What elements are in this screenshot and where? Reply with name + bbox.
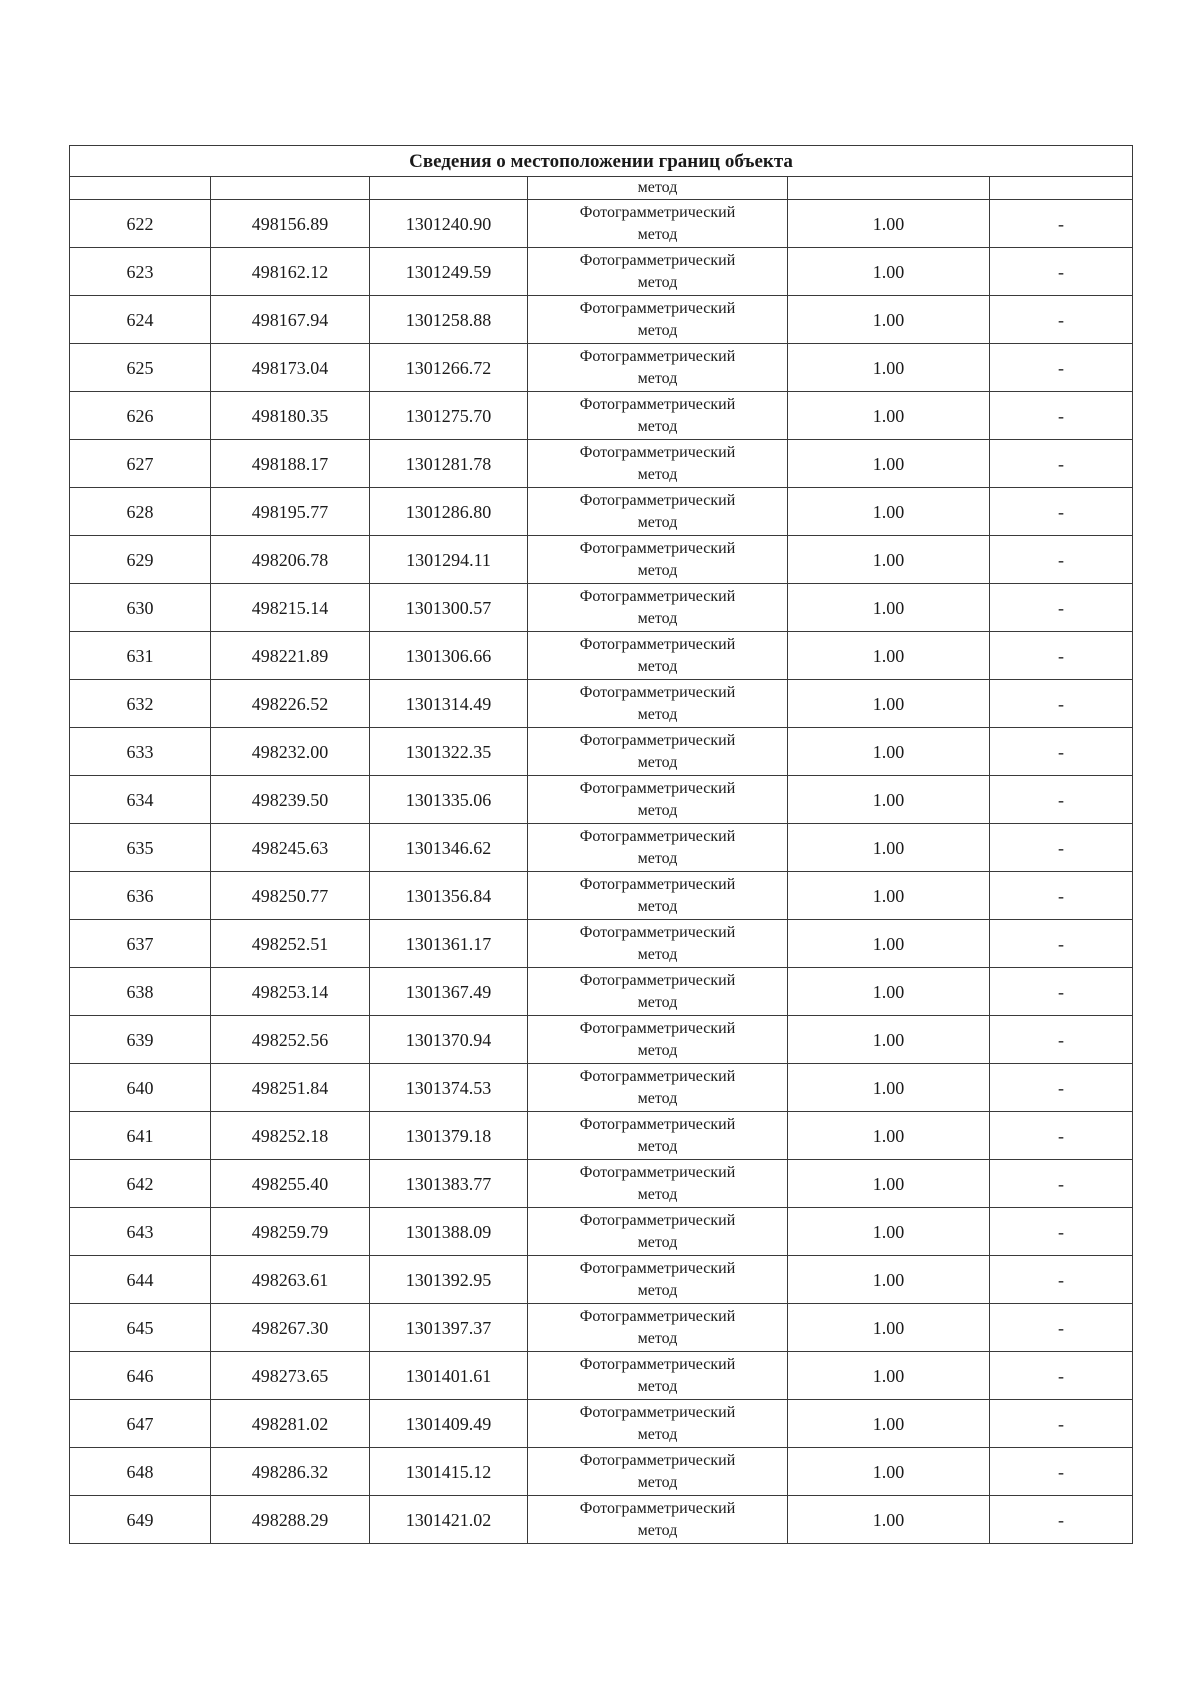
accuracy-cell: 1.00 [788,776,990,824]
method-line-2: метод [637,1089,678,1107]
method-cell [528,872,788,920]
point-number-cell: 634 [70,776,211,824]
x-coordinate-cell: 498286.32 [211,1448,370,1496]
accuracy-cell: 1.00 [788,1160,990,1208]
table-row [70,776,1133,824]
continuation-row [70,177,1133,200]
method-line-1: Фотограмметрический [579,1355,736,1373]
table-row [70,1016,1133,1064]
accuracy-cell: 1.00 [788,440,990,488]
point-number-cell: 642 [70,1160,211,1208]
x-coordinate-cell: 498221.89 [211,632,370,680]
accuracy-cell: 1.00 [788,1208,990,1256]
method-line-2: метод [637,1041,678,1059]
note-cell: - [990,1256,1133,1304]
method-line-1: Фотограмметрический [579,443,736,461]
y-coordinate-cell: 1301240.90 [370,200,528,248]
x-coordinate-cell: 498253.14 [211,968,370,1016]
method-line-1: Фотограмметрический [579,1211,736,1229]
method-cell [528,968,788,1016]
note-cell: - [990,632,1133,680]
note-cell: - [990,920,1133,968]
y-coordinate-cell: 1301306.66 [370,632,528,680]
y-coordinate-cell: 1301314.49 [370,680,528,728]
table-row [70,584,1133,632]
y-coordinate-cell: 1301300.57 [370,584,528,632]
method-line-1: Фотограмметрический [579,1067,736,1085]
note-cell: - [990,1352,1133,1400]
method-cell [528,1496,788,1544]
method-line-2: метод [637,993,678,1011]
x-coordinate-cell: 498226.52 [211,680,370,728]
table-row [70,1064,1133,1112]
method-line-1: Фотограмметрический [579,491,736,509]
method-line-1: Фотограмметрический [579,923,736,941]
method-line-2: метод [637,1473,678,1491]
table-row [70,968,1133,1016]
point-number-cell: 622 [70,200,211,248]
accuracy-cell: 1.00 [788,536,990,584]
method-line-2: метод [637,417,678,435]
x-coordinate-cell: 498195.77 [211,488,370,536]
method-line-2: метод [637,225,678,243]
table-row [70,200,1133,248]
method-cell [528,392,788,440]
accuracy-cell: 1.00 [788,392,990,440]
method-line-1: Фотограмметрический [579,875,736,893]
note-cell: - [990,728,1133,776]
method-line-2: метод [637,1233,678,1251]
table-row [70,440,1133,488]
method-line-2: метод [637,753,678,771]
cont-cell-accuracy [788,177,990,200]
method-cell [528,1064,788,1112]
note-cell: - [990,392,1133,440]
y-coordinate-cell: 1301383.77 [370,1160,528,1208]
method-line-2: метод [637,849,678,867]
accuracy-cell: 1.00 [788,968,990,1016]
method-line-1: Фотограмметрический [579,1307,736,1325]
method-cell [528,632,788,680]
point-number-cell: 649 [70,1496,211,1544]
method-line-2: метод [637,273,678,291]
x-coordinate-cell: 498252.18 [211,1112,370,1160]
y-coordinate-cell: 1301388.09 [370,1208,528,1256]
y-coordinate-cell: 1301370.94 [370,1016,528,1064]
method-line-1: Фотограмметрический [579,1499,736,1517]
table-row [70,392,1133,440]
x-coordinate-cell: 498250.77 [211,872,370,920]
accuracy-cell: 1.00 [788,584,990,632]
note-cell: - [990,872,1133,920]
method-cell [528,584,788,632]
cont-cell-x [211,177,370,200]
method-line-2: метод [637,1377,678,1395]
point-number-cell: 630 [70,584,211,632]
point-number-cell: 638 [70,968,211,1016]
table-row [70,1112,1133,1160]
table-row [70,1448,1133,1496]
y-coordinate-cell: 1301286.80 [370,488,528,536]
method-line-1: Фотограмметрический [579,587,736,605]
method-cell [528,1304,788,1352]
x-coordinate-cell: 498281.02 [211,1400,370,1448]
y-coordinate-cell: 1301367.49 [370,968,528,1016]
method-line-2: метод [637,1185,678,1203]
accuracy-cell: 1.00 [788,200,990,248]
y-coordinate-cell: 1301294.11 [370,536,528,584]
note-cell: - [990,1064,1133,1112]
accuracy-cell: 1.00 [788,680,990,728]
point-number-cell: 635 [70,824,211,872]
method-line-2: метод [637,609,678,627]
table-row [70,632,1133,680]
method-line-1: Фотограмметрический [579,731,736,749]
point-number-cell: 637 [70,920,211,968]
y-coordinate-cell: 1301266.72 [370,344,528,392]
note-cell: - [990,536,1133,584]
x-coordinate-cell: 498167.94 [211,296,370,344]
method-line-1: Фотограмметрический [579,1403,736,1421]
x-coordinate-cell: 498156.89 [211,200,370,248]
point-number-cell: 641 [70,1112,211,1160]
method-line-1: Фотограмметрический [579,395,736,413]
y-coordinate-cell: 1301322.35 [370,728,528,776]
note-cell: - [990,1112,1133,1160]
accuracy-cell: 1.00 [788,1352,990,1400]
point-number-cell: 633 [70,728,211,776]
accuracy-cell: 1.00 [788,1112,990,1160]
method-line-2: метод [637,801,678,819]
y-coordinate-cell: 1301361.17 [370,920,528,968]
x-coordinate-cell: 498267.30 [211,1304,370,1352]
x-coordinate-cell: 498206.78 [211,536,370,584]
note-cell: - [990,824,1133,872]
method-line-2: метод [637,1425,678,1443]
cont-method-tail: метод [637,179,678,196]
point-number-cell: 645 [70,1304,211,1352]
note-cell: - [990,344,1133,392]
accuracy-cell: 1.00 [788,1400,990,1448]
table-row [70,344,1133,392]
method-cell [528,536,788,584]
x-coordinate-cell: 498245.63 [211,824,370,872]
y-coordinate-cell: 1301346.62 [370,824,528,872]
method-line-1: Фотограмметрический [579,635,736,653]
method-line-1: Фотограмметрический [579,971,736,989]
method-line-1: Фотограмметрический [579,1019,736,1037]
accuracy-cell: 1.00 [788,488,990,536]
point-number-cell: 627 [70,440,211,488]
point-number-cell: 623 [70,248,211,296]
method-line-1: Фотограмметрический [579,1115,736,1133]
method-cell [528,824,788,872]
note-cell: - [990,1160,1133,1208]
accuracy-cell: 1.00 [788,920,990,968]
method-line-2: метод [637,1137,678,1155]
point-number-cell: 628 [70,488,211,536]
note-cell: - [990,1400,1133,1448]
accuracy-cell: 1.00 [788,296,990,344]
method-cell [528,1400,788,1448]
method-line-2: метод [637,321,678,339]
y-coordinate-cell: 1301397.37 [370,1304,528,1352]
cont-cell-note [990,177,1133,200]
method-line-1: Фотограмметрический [579,683,736,701]
table-row [70,536,1133,584]
accuracy-cell: 1.00 [788,1448,990,1496]
x-coordinate-cell: 498288.29 [211,1496,370,1544]
accuracy-cell: 1.00 [788,1304,990,1352]
table-title-row [70,146,1133,177]
point-number-cell: 646 [70,1352,211,1400]
method-line-2: метод [637,369,678,387]
method-line-1: Фотограмметрический [579,1163,736,1181]
method-cell [528,200,788,248]
table-row [70,1400,1133,1448]
note-cell: - [990,1496,1133,1544]
x-coordinate-cell: 498259.79 [211,1208,370,1256]
note-cell: - [990,584,1133,632]
method-line-2: метод [637,465,678,483]
method-cell [528,1160,788,1208]
method-cell [528,680,788,728]
note-cell: - [990,776,1133,824]
method-cell [528,344,788,392]
accuracy-cell: 1.00 [788,1256,990,1304]
accuracy-cell: 1.00 [788,824,990,872]
table-row [70,1256,1133,1304]
point-number-cell: 644 [70,1256,211,1304]
y-coordinate-cell: 1301281.78 [370,440,528,488]
note-cell: - [990,1448,1133,1496]
table-row [70,680,1133,728]
method-cell [528,248,788,296]
x-coordinate-cell: 498263.61 [211,1256,370,1304]
x-coordinate-cell: 498239.50 [211,776,370,824]
point-number-cell: 626 [70,392,211,440]
method-line-1: Фотограмметрический [579,827,736,845]
table-row [70,296,1133,344]
method-line-1: Фотограмметрический [579,1451,736,1469]
method-line-2: метод [637,1329,678,1347]
x-coordinate-cell: 498251.84 [211,1064,370,1112]
method-line-1: Фотограмметрический [579,203,736,221]
accuracy-cell: 1.00 [788,1496,990,1544]
table-row [70,1208,1133,1256]
note-cell: - [990,296,1133,344]
method-cell [528,1256,788,1304]
method-cell [528,296,788,344]
note-cell: - [990,248,1133,296]
y-coordinate-cell: 1301379.18 [370,1112,528,1160]
cont-cell-method [528,177,788,200]
x-coordinate-cell: 498180.35 [211,392,370,440]
table-body [70,177,1133,1544]
table-row [70,1352,1133,1400]
table-row [70,824,1133,872]
y-coordinate-cell: 1301409.49 [370,1400,528,1448]
y-coordinate-cell: 1301335.06 [370,776,528,824]
method-line-2: метод [637,1281,678,1299]
point-number-cell: 625 [70,344,211,392]
method-cell [528,776,788,824]
accuracy-cell: 1.00 [788,728,990,776]
note-cell: - [990,440,1133,488]
point-number-cell: 640 [70,1064,211,1112]
y-coordinate-cell: 1301421.02 [370,1496,528,1544]
point-number-cell: 647 [70,1400,211,1448]
point-number-cell: 639 [70,1016,211,1064]
x-coordinate-cell: 498232.00 [211,728,370,776]
y-coordinate-cell: 1301374.53 [370,1064,528,1112]
x-coordinate-cell: 498252.56 [211,1016,370,1064]
accuracy-cell: 1.00 [788,632,990,680]
table-row [70,1160,1133,1208]
method-line-2: метод [637,897,678,915]
note-cell: - [990,1016,1133,1064]
point-number-cell: 632 [70,680,211,728]
table-row [70,248,1133,296]
x-coordinate-cell: 498215.14 [211,584,370,632]
note-cell: - [990,680,1133,728]
y-coordinate-cell: 1301258.88 [370,296,528,344]
cont-cell-y [370,177,528,200]
method-cell [528,488,788,536]
accuracy-cell: 1.00 [788,872,990,920]
cont-cell-num [70,177,211,200]
method-cell [528,1208,788,1256]
y-coordinate-cell: 1301356.84 [370,872,528,920]
method-cell [528,1016,788,1064]
method-line-2: метод [637,1521,678,1539]
x-coordinate-cell: 498252.51 [211,920,370,968]
table-row [70,488,1133,536]
method-cell [528,1352,788,1400]
table-row [70,1304,1133,1352]
boundary-coordinates-table [69,145,1133,1544]
point-number-cell: 629 [70,536,211,584]
point-number-cell: 631 [70,632,211,680]
method-cell [528,728,788,776]
method-cell [528,1448,788,1496]
method-line-2: метод [637,945,678,963]
method-line-1: Фотограмметрический [579,347,736,365]
x-coordinate-cell: 498273.65 [211,1352,370,1400]
y-coordinate-cell: 1301401.61 [370,1352,528,1400]
method-cell [528,920,788,968]
note-cell: - [990,968,1133,1016]
accuracy-cell: 1.00 [788,1064,990,1112]
table-title: Сведения о местоположении границ объекта [70,146,1133,177]
table-row [70,728,1133,776]
point-number-cell: 648 [70,1448,211,1496]
method-line-1: Фотограмметрический [579,251,736,269]
accuracy-cell: 1.00 [788,344,990,392]
accuracy-cell: 1.00 [788,1016,990,1064]
y-coordinate-cell: 1301415.12 [370,1448,528,1496]
method-line-1: Фотограмметрический [579,299,736,317]
method-line-2: метод [637,705,678,723]
method-line-2: метод [637,657,678,675]
method-cell [528,1112,788,1160]
x-coordinate-cell: 498188.17 [211,440,370,488]
note-cell: - [990,488,1133,536]
x-coordinate-cell: 498255.40 [211,1160,370,1208]
point-number-cell: 636 [70,872,211,920]
method-line-2: метод [637,561,678,579]
y-coordinate-cell: 1301392.95 [370,1256,528,1304]
point-number-cell: 643 [70,1208,211,1256]
method-line-1: Фотограмметрический [579,779,736,797]
note-cell: - [990,200,1133,248]
table-row [70,920,1133,968]
table-row [70,1496,1133,1544]
method-line-2: метод [637,513,678,531]
method-cell [528,440,788,488]
y-coordinate-cell: 1301249.59 [370,248,528,296]
table-row [70,872,1133,920]
method-line-1: Фотограмметрический [579,539,736,557]
point-number-cell: 624 [70,296,211,344]
note-cell: - [990,1304,1133,1352]
x-coordinate-cell: 498162.12 [211,248,370,296]
note-cell: - [990,1208,1133,1256]
y-coordinate-cell: 1301275.70 [370,392,528,440]
method-line-1: Фотограмметрический [579,1259,736,1277]
x-coordinate-cell: 498173.04 [211,344,370,392]
accuracy-cell: 1.00 [788,248,990,296]
